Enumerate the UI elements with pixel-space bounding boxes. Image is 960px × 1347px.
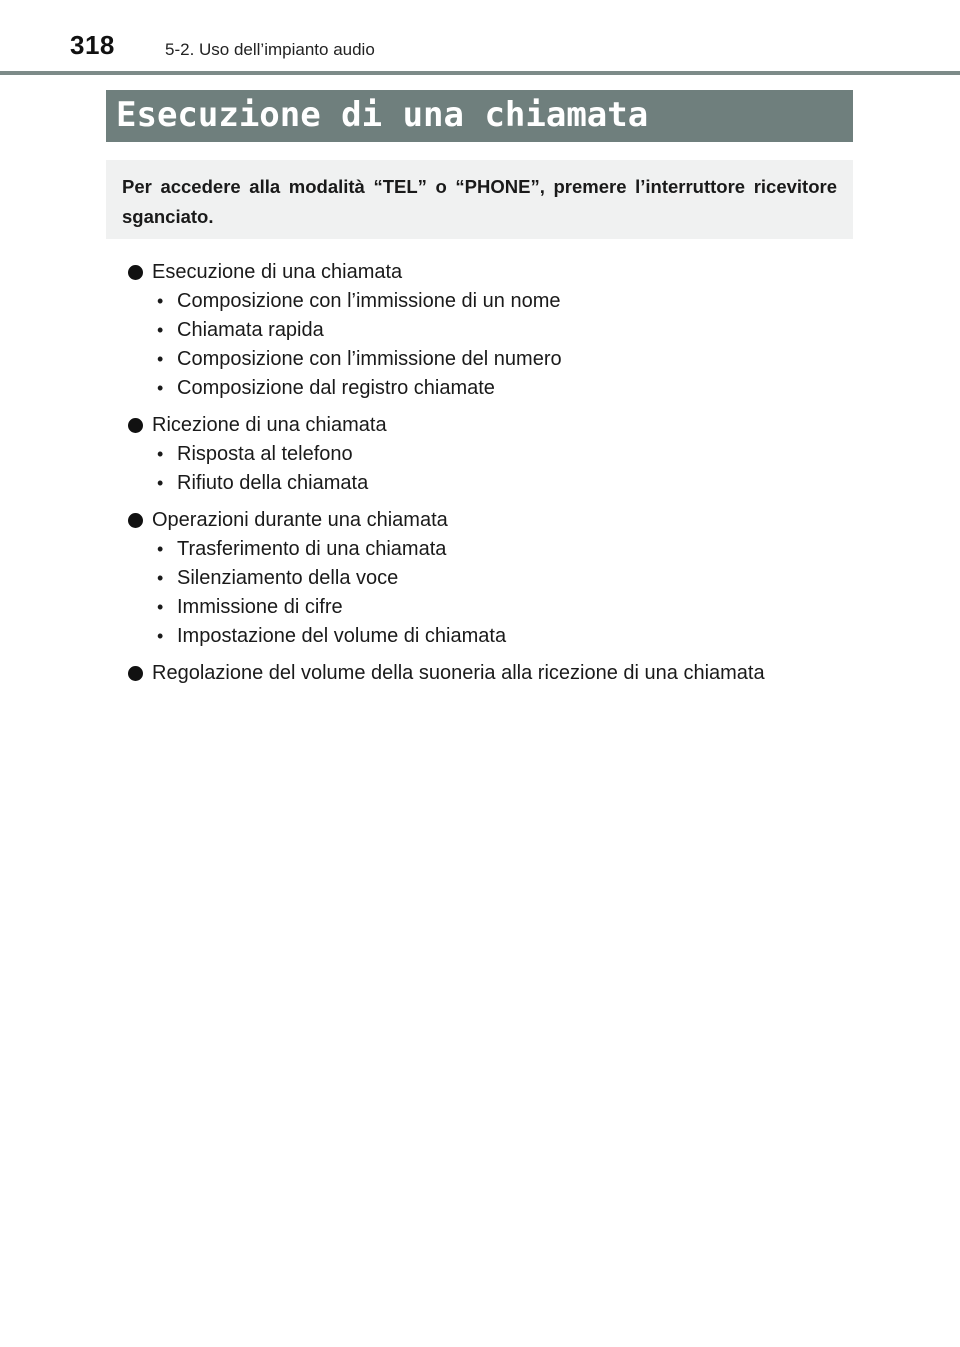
list-item-label: Ricezione di una chiamata xyxy=(152,414,387,436)
content-list xyxy=(128,258,848,696)
sub-bullet-icon: • xyxy=(157,568,164,588)
list-subitem xyxy=(128,287,848,316)
list-item-main xyxy=(128,506,848,535)
list-subitem-label: Rifiuto della chiamata xyxy=(177,472,369,494)
list-subitem xyxy=(128,535,848,564)
list-subitem xyxy=(128,316,848,345)
sub-bullet-icon: • xyxy=(157,539,164,559)
list-item-label: Esecuzione di una chiamata xyxy=(152,261,403,283)
list-group xyxy=(128,506,848,651)
title-bar xyxy=(106,90,853,142)
list-group xyxy=(128,411,848,498)
list-subitem xyxy=(128,345,848,374)
sub-bullet-icon: • xyxy=(157,349,164,369)
list-item-label: Regolazione del volume della suoneria alla ricezione di una chiamata xyxy=(152,662,765,684)
list-subitem xyxy=(128,469,848,498)
list-subitem-label: Risposta al telefono xyxy=(177,443,353,465)
page-header xyxy=(0,0,960,76)
list-subitem xyxy=(128,374,848,403)
list-subitem xyxy=(128,622,848,651)
sub-bullet-icon: • xyxy=(157,378,164,398)
header-divider xyxy=(0,71,960,75)
list-group xyxy=(128,659,848,688)
list-subitem-label: Impostazione del volume di chiamata xyxy=(177,625,507,647)
sub-bullet-icon: • xyxy=(157,626,164,646)
list-item-main xyxy=(128,411,848,440)
sub-bullet-icon: • xyxy=(157,444,164,464)
section-label: 5-2. Uso dell’impianto audio xyxy=(165,40,375,59)
page-number: 318 xyxy=(70,30,115,60)
list-subitem-label: Silenziamento della voce xyxy=(177,567,399,589)
list-subitem-label: Composizione con l’immissione del numero xyxy=(177,348,562,370)
list-subitem xyxy=(128,564,848,593)
list-subitem xyxy=(128,440,848,469)
list-subitem-label: Composizione dal registro chiamate xyxy=(177,377,495,399)
bullet-icon xyxy=(128,513,143,528)
list-item-main xyxy=(128,258,848,287)
bullet-icon xyxy=(128,666,143,681)
sub-bullet-icon: • xyxy=(157,291,164,311)
bullet-icon xyxy=(128,418,143,433)
list-subitem-label: Chiamata rapida xyxy=(177,319,324,341)
page-title: Esecuzione di una chiamata xyxy=(116,95,649,135)
bullet-icon xyxy=(128,265,143,280)
list-subitem xyxy=(128,593,848,622)
list-item-main xyxy=(128,659,848,688)
intro-box xyxy=(106,160,853,239)
intro-text: Per accedere alla modalità “TEL” o “PHONE”, premere l’interruttore ricevitore sganciato. xyxy=(122,176,837,227)
sub-bullet-icon: • xyxy=(157,473,164,493)
list-group xyxy=(128,258,848,403)
list-subitem-label: Immissione di cifre xyxy=(177,596,343,618)
list-subitem-label: Composizione con l’immissione di un nome xyxy=(177,290,561,312)
sub-bullet-icon: • xyxy=(157,320,164,340)
list-item-label: Operazioni durante una chiamata xyxy=(152,509,448,531)
list-subitem-label: Trasferimento di una chiamata xyxy=(177,538,447,560)
sub-bullet-icon: • xyxy=(157,597,164,617)
